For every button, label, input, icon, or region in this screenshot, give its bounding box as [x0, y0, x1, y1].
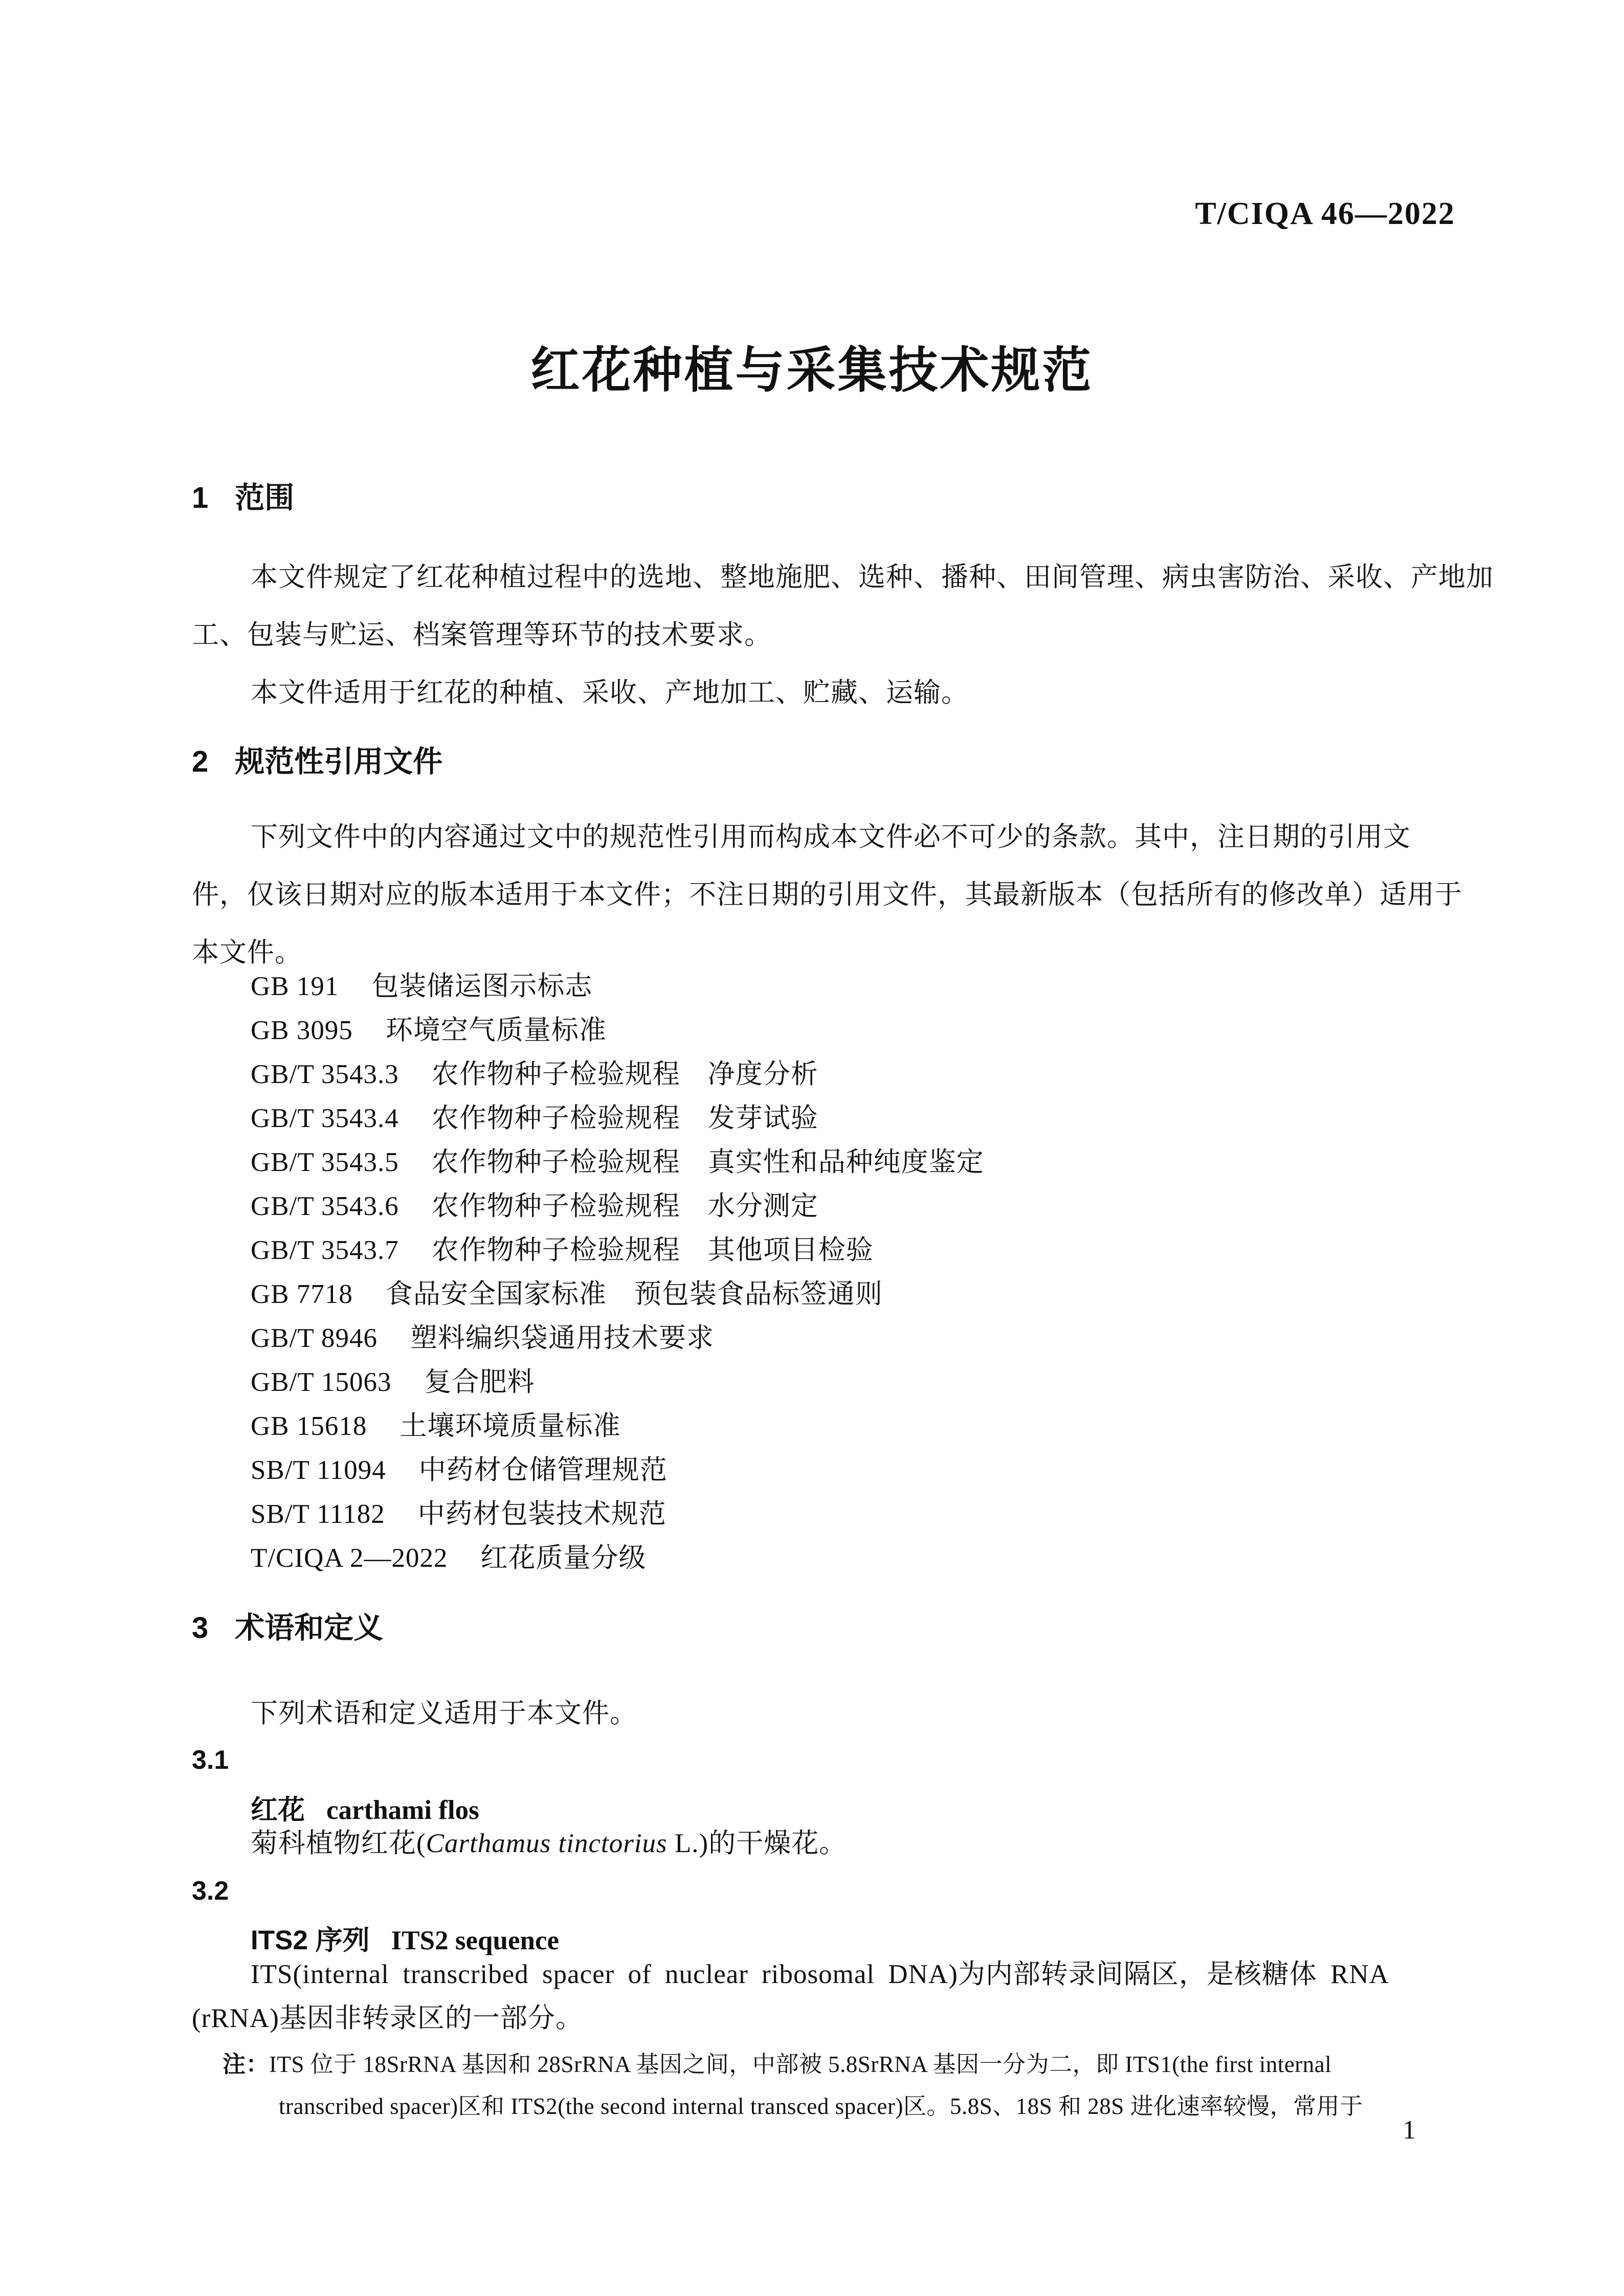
- definition-prefix: 菊科植物红花(: [251, 1829, 426, 1858]
- section1-label: 范围: [235, 481, 295, 514]
- term-safflower-en: carthami flos: [326, 1795, 479, 1825]
- page-title: 红花种植与采集技术规范: [530, 343, 1094, 398]
- reference-title: 农作物种子检验规程 水分测定: [431, 1191, 818, 1221]
- references-intro-line: 本文件。: [192, 938, 302, 967]
- reference-title: 中药材包装技术规范: [417, 1499, 666, 1529]
- terms-intro: 下列术语和定义适用于本文件。: [251, 1699, 637, 1728]
- reference-code: GB/T 15063: [251, 1367, 392, 1397]
- reference-code: GB/T 3543.6: [251, 1191, 399, 1221]
- note-line: [223, 2045, 1331, 2079]
- reference-code: GB/T 3543.3: [251, 1060, 399, 1089]
- section2-label: 规范性引用文件: [235, 745, 443, 778]
- reference-code: GB 7718: [251, 1279, 353, 1309]
- reference-title: 食品安全国家标准 预包装食品标签通则: [385, 1279, 883, 1309]
- reference-code: T/CIQA 2—2022: [251, 1543, 448, 1573]
- reference-code: GB 191: [251, 972, 339, 1001]
- definition-suffix: L.)的干燥花。: [667, 1829, 847, 1858]
- clause-3-2-number: 3.2: [192, 1876, 229, 1906]
- term-safflower-zh: 红花: [251, 1795, 305, 1825]
- page-number: 1: [1403, 2115, 1416, 2145]
- reference-item: [251, 1323, 714, 1353]
- section2-heading: [192, 746, 442, 778]
- doc-code: T/CIQA 46—2022: [1195, 196, 1455, 231]
- clause-3-1-number: 3.1: [192, 1745, 229, 1775]
- reference-code: GB 3095: [251, 1016, 353, 1045]
- reference-title: 农作物种子检验规程 真实性和品种纯度鉴定: [431, 1147, 984, 1177]
- scope-paragraph-line: 工、包装与贮运、档案管理等环节的技术要求。: [192, 620, 772, 650]
- reference-item: [251, 1455, 668, 1485]
- section3-number: 3: [192, 1611, 209, 1645]
- term-its2-zh: ITS2 序列: [251, 1925, 370, 1955]
- note-line: transcribed spacer)区和 ITS2(the second internal transced spacer)区。5.8S、18S 和 28S 进化速率较慢，常用于: [279, 2094, 1363, 2119]
- reference-item: [251, 972, 592, 1001]
- reference-item: [251, 1499, 666, 1529]
- note-label: 注：: [223, 2051, 270, 2077]
- section1-number: 1: [192, 481, 209, 514]
- reference-code: GB/T 3543.4: [251, 1104, 399, 1133]
- reference-title: 包装储运图示标志: [371, 972, 593, 1001]
- term-its2: [251, 1919, 559, 1957]
- reference-title: 农作物种子检验规程 其他项目检验: [431, 1235, 874, 1265]
- references-intro-line: 下列文件中的内容通过文中的规范性引用而构成本文件必不可少的条款。其中，注日期的引用文: [251, 822, 1411, 852]
- reference-title: 农作物种子检验规程 净度分析: [431, 1060, 818, 1089]
- section2-number: 2: [192, 745, 209, 778]
- section3-label: 术语和定义: [235, 1611, 384, 1645]
- reference-item: [251, 1367, 535, 1397]
- reference-item: [251, 1060, 818, 1089]
- latin-name: Carthamus tinctorius: [426, 1829, 668, 1858]
- reference-item: [251, 1104, 818, 1133]
- reference-title: 环境空气质量标准: [385, 1016, 607, 1045]
- reference-code: SB/T 11182: [251, 1499, 385, 1529]
- reference-item: [251, 1411, 620, 1441]
- reference-item: [251, 1235, 874, 1265]
- note-text: ITS 位于 18SrRNA 基因和 28SrRNA 基因之间，中部被 5.8SrRNA 基因一分为二，即 ITS1(the first internal: [269, 2052, 1332, 2077]
- reference-code: GB 15618: [251, 1411, 367, 1441]
- reference-title: 中药材仓储管理规范: [418, 1455, 668, 1485]
- term-its2-en: ITS2 sequence: [391, 1926, 560, 1955]
- term-its2-definition-line: ITS(internal transcribed spacer of nuclear ribosomal DNA)为内部转录间隔区，是核糖体 RNA: [251, 1960, 1390, 1989]
- reference-item: [251, 1016, 607, 1045]
- section1-heading: [192, 482, 294, 514]
- reference-code: GB/T 8946: [251, 1323, 378, 1353]
- term-safflower: [251, 1788, 479, 1827]
- reference-item: [251, 1147, 984, 1177]
- reference-code: GB/T 3543.7: [251, 1235, 399, 1265]
- scope-paragraph-line: 本文件适用于红花的种植、采收、产地加工、贮藏、运输。: [251, 678, 969, 708]
- scope-paragraph-line: 本文件规定了红花种植过程中的选地、整地施肥、选种、播种、田间管理、病虫害防治、采收、产地加: [251, 562, 1494, 592]
- references-intro-line: 件，仅该日期对应的版本适用于本文件；不注日期的引用文件，其最新版本（包括所有的修改单）适用于: [192, 880, 1462, 910]
- term-its2-definition-line: (rRNA)基因非转录区的一部分。: [192, 2004, 583, 2033]
- reference-title: 塑料编织袋通用技术要求: [410, 1323, 715, 1353]
- reference-item: [251, 1191, 818, 1221]
- reference-title: 红花质量分级: [480, 1543, 647, 1573]
- reference-title: 复合肥料: [424, 1367, 535, 1397]
- reference-code: GB/T 3543.5: [251, 1147, 399, 1177]
- reference-item: [251, 1279, 883, 1309]
- term-safflower-definition: [251, 1829, 847, 1858]
- section3-heading: [192, 1612, 383, 1645]
- reference-item: [251, 1543, 646, 1573]
- reference-title: 土壤环境质量标准: [399, 1411, 621, 1441]
- reference-code: SB/T 11094: [251, 1455, 386, 1485]
- reference-title: 农作物种子检验规程 发芽试验: [431, 1104, 818, 1133]
